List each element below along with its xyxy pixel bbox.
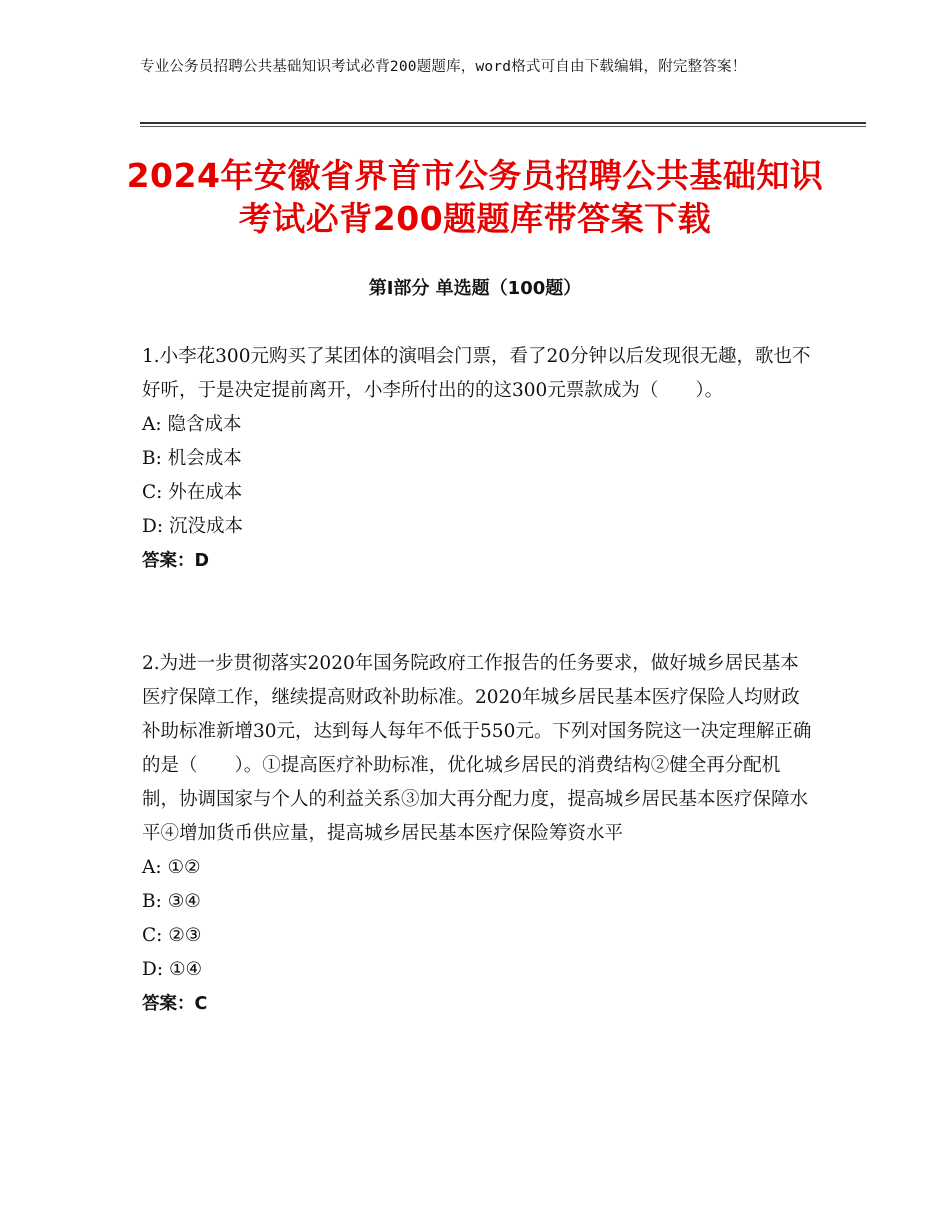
question-stem: 2.为进一步贯彻落实2020年国务院政府工作报告的任务要求，做好城乡居民基本医疗保障工作，继续提高财政补助标准。2020年城乡居民基本医疗保险人均财政补助标准新增30元，达到每人每年不低于550元。下列对国务院这一决定理解正确的是（ ）。①提高医疗补助标准，优化城乡居民的消费结构②健全再分配机制，协调国家与个人的利益关系③加大再分配力度，提高城乡居民基本医疗保障水平④增加货币供应量，提高城乡居民基本医疗保险筹资水平 — [142, 653, 812, 844]
answer-label: 答案：C — [142, 994, 208, 1014]
option-d: D: ①④ — [142, 959, 203, 980]
answer-label: 答案：D — [142, 551, 210, 571]
question-stem: 1.小李花300元购买了某团体的演唱会门票，看了20分钟以后发现很无趣，歌也不好听，于是决定提前离开，小李所付出的的这300元票款成为（ ）。 — [142, 346, 811, 401]
option-a: A: ①② — [142, 857, 201, 878]
option-b: B: ③④ — [142, 891, 201, 912]
header-divider-thin — [140, 126, 866, 127]
option-a: A: 隐含成本 — [142, 414, 242, 435]
option-d: D: 沉没成本 — [142, 516, 243, 537]
header-divider — [140, 122, 866, 124]
question-2 — [142, 647, 814, 1021]
section-heading: 第Ⅰ部分 单选题（100题） — [368, 278, 582, 299]
document-title: 2024年安徽省界首市公务员招聘公共基础知识考试必背200题题库带答案下载 — [126, 156, 824, 238]
header-note: 专业公务员招聘公共基础知识考试必背200题题库，word格式可自由下载编辑，附完整答案！ — [140, 59, 747, 75]
question-1 — [142, 340, 814, 578]
option-c: C: 外在成本 — [142, 482, 243, 503]
option-b: B: 机会成本 — [142, 448, 242, 469]
option-c: C: ②③ — [142, 925, 202, 946]
